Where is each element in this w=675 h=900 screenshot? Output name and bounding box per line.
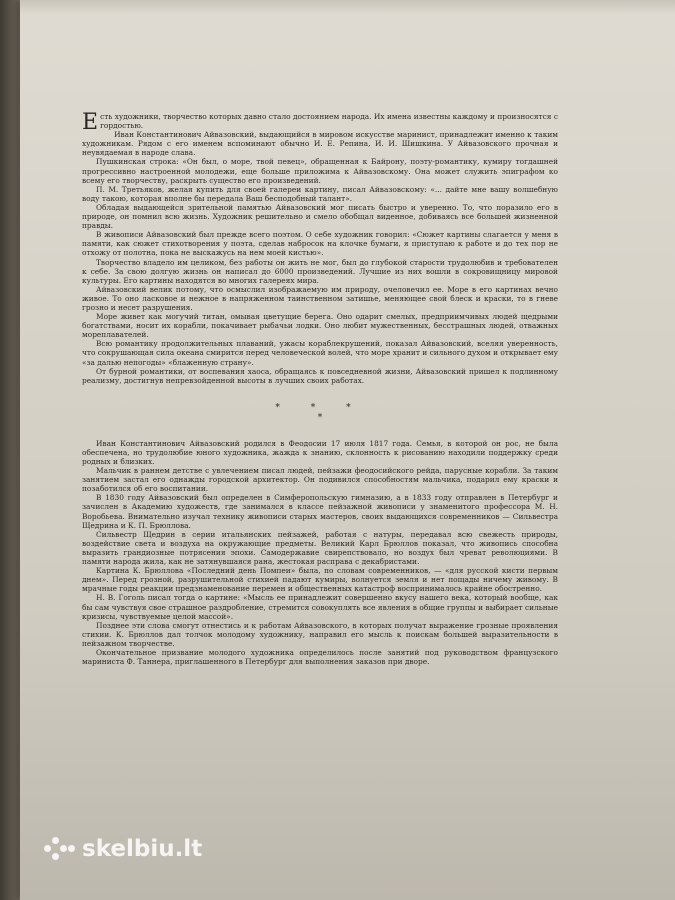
paragraph: Мальчик в раннем детстве с увлечением писал людей, пейзажи феодосийского рейда, парусные корабли. За таким занятием застал его однажды городской архитектор. Он подивился способностям мальчика, подарил ему краски и позаботился об его воспитании. [82,466,558,494]
article-text [82,112,558,666]
folder-edge [0,0,22,900]
paragraph: Айвазовский велик потому, что осмыслил изображаемую им природу, очеловечил ее. Море в его картинах вечно живое. То оно ласковое и нежное в напряженном таинственном затишье, меняющее свой блеск и краски, то в гневе грозно и несет разрушения. [82,284,558,312]
watermark [44,836,202,862]
paragraph: Окончательное призвание молодого художника определилось после занятий под руководством французского мариниста Ф. Таннера, приглашенного в Петербург для выполнения заказов при дворе. [82,647,558,667]
paragraph: Н. В. Гоголь писал тогда о картине: «Мысль ее принадлежит совершенно вкусу нашего века, который вообще, как бы сам чувствуя свое страшное раздробление, стремится совокуплять все явления в общие группы и выбирает сильные кризисы, чувствуемые целой массой». [82,593,558,621]
watermark-text: skelbiu.lt [82,836,203,862]
paragraph: От бурной романтики, от воспевания хаоса, обращаясь к повседневной жизни, Айвазовский пришел к подлинному реализму, достигнув непревзойденной высоты в лучших своих работах. [82,366,558,385]
separator-single: * [317,412,323,423]
paragraph: В живописи Айвазовский был прежде всего поэтом. О себе художник говорил: «Сюжет картины слагается у меня в памяти, как сюжет стихотворения у поэта, сделав набросок на клочке бумаги, я приступаю к работе и до тех пор не отхожу от полотна, пока не выскажусь на нем моей кистью». [82,230,558,258]
paragraph: Всю романтику продолжительных плаваний, ужасы кораблекрушений, показал Айвазовский, вселяя уверенность, что сокрушающая сила океана смирится перед человеческой волей, что море хранит и сильного духом и открывает ему «за далью непогоды» «блаженную страну». [82,339,558,367]
paragraph: Обладая выдающейся зрительной памятью Айвазовский мог писать быстро и уверенно. То, что поразило его в природе, он помнил всю жизнь. Художник решительно и смело обобщал виденное, добиваясь все большей жизненной правды. [82,202,558,231]
drop-cap: Е [82,110,99,135]
paragraph: Сильвестр Щедрин в серии итальянских пейзажей, работая с натуры, передавал всю свежесть природы, воздействие света и воздуха на окружающие предметы. Великий Карл Брюллов показал, что живопись способна выразить грандиозные потрясения эпохи. Самодержавие свирепствовало, но воздух был чреват революциями. В памяти народа жила, как не затянувшаяся рана, жестокая расправа с декабристами. [82,529,558,567]
page-top-edge [20,0,675,14]
paragraph: Картина К. Брюллова «Последний день Помпеи» была, по словам современников, — «для русской кисти первым днем». Перед грозной, разрушительной стихией падают кумиры, волнуется земля и нет пощады ничему живому. В мрачные годы реакции предзнаменование перемен и общественных катастроф воспринималось крайне обостренно. [82,566,558,594]
paragraph: Иван Константинович Айвазовский, выдающийся в мировом искусстве маринист, принадлежит именно к таким художникам. Рядом с его именем вспоминают обычно И. Е. Репина, И. И. Шишкина. У Айвазовского прочная и неувядаемая в народе слава. [82,130,558,158]
paragraph: Пушкинская строка: «Он был, о море, твой певец», обращенная к Байрону, поэту-романтику, кумиру тогдашней прогрессивно настроенной молодежи, еще больше приложима к Айвазовскому. Она может служить эпиграфом ко всему его творчеству, раскрыть существо его произведений. [82,157,558,185]
paragraph: П. М. Третьяков, желая купить для своей галереи картину, писал Айвазовскому: «... дайте мне вашу волшебную воду такою, которая вполне бы передала Ваш бесподобный талант». [82,184,558,203]
paragraph: Есть художники, творчество которых давно стало достоянием народа. Их имена известны каждому и произносятся с гордостью. [82,110,558,135]
paragraph: Море живет как могучий титан, омывая цветущие берега. Оно одарит смелых, предприимчивых людей щедрыми богатствами, носит их корабли, покачивает рыбачьи лодки. Оно любит мужественных, бесстрашных людей, отважных мореплавателей. [82,312,558,340]
paragraph: Творчество владело им целиком, без работы он жить не мог, был до глубокой старости трудолюбив и требователен к себе. За свою долгую жизнь он написал до 6000 произведений. Лучшие из них вошли в сокровищницу мировой культуры. Его картины находятся во многих галереях мира. [82,257,558,285]
section-separator [82,403,558,423]
paragraph: В 1830 году Айвазовский был определен в Симферопольскую гимназию, а в 1833 году отправлен в Петербург и зачислен в Академию художеств, где занимался в классе пейзажной живописи у знаменитого профессора М. Н. Воробьева. Внимательно изучал технику живописи старых мастеров, своих выдающихся современников — Сильвестра Щедрина и К. П. Брюллова. [82,493,558,530]
paragraph: Иван Константинович Айвазовский родился в Феодосии 17 июля 1817 года. Семья, в которой он рос, не была обеспечена, но трудолюбие юного художника, жажда к знанию, склонность к рисованию находили поддержку среди родных и близких. [82,438,558,466]
paragraph: Позднее эти слова смогут отнестись и к работам Айвазовского, в которых получат выражение грозные проявления стихии. К. Брюллов дал толчок молодому художнику, направил его мысль к поискам большей выразительности в пейзажном творчестве. [82,620,558,648]
watermark-logo-icon [44,837,76,861]
book-page [20,0,675,900]
separator-row: * * * [275,402,365,413]
